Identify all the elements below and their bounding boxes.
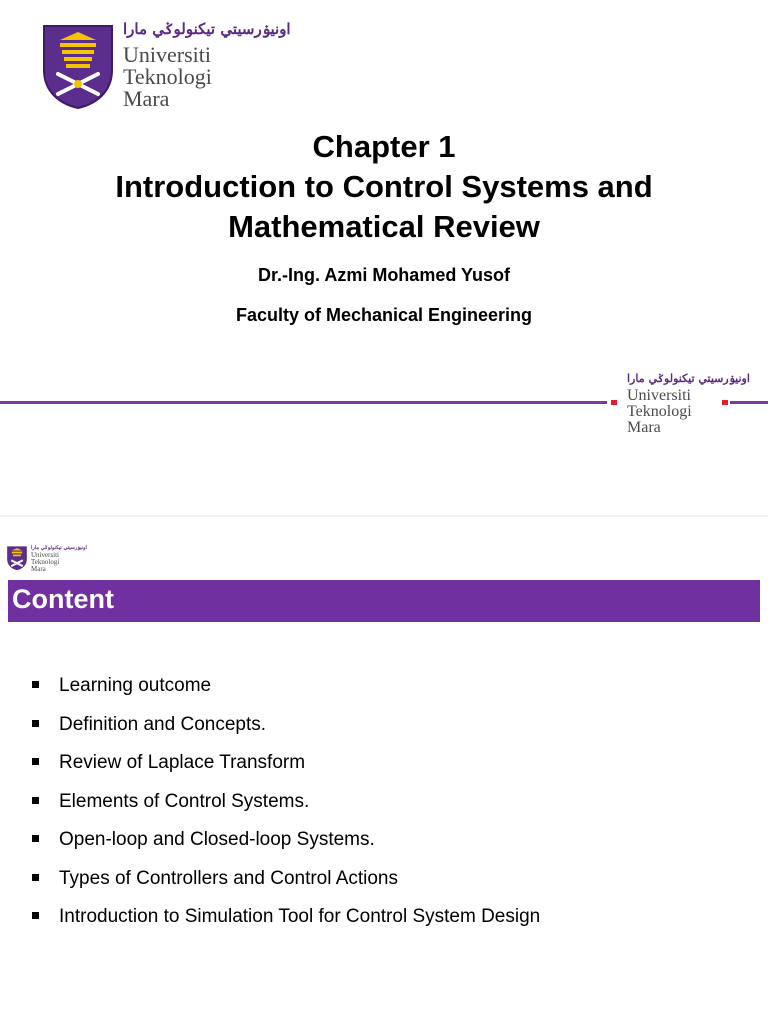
university-name-line: Teknologi bbox=[123, 64, 212, 89]
list-item-text: Review of Laplace Transform bbox=[59, 752, 306, 773]
slide-title-line: Introduction to Control Systems and bbox=[115, 169, 653, 204]
square-bullet-icon bbox=[32, 835, 39, 842]
list-item bbox=[0, 714, 540, 753]
square-bullet-icon bbox=[32, 797, 39, 804]
university-logo-text-tiny bbox=[31, 545, 91, 573]
list-item bbox=[0, 906, 540, 945]
list-item-text: Open-loop and Closed-loop Systems. bbox=[59, 829, 375, 850]
list-item-text: Definition and Concepts. bbox=[59, 713, 267, 735]
uitm-crest-icon bbox=[6, 545, 28, 571]
uitm-crest-icon bbox=[40, 22, 116, 110]
university-name-line: Teknologi bbox=[31, 558, 60, 566]
content-heading-bar bbox=[8, 580, 760, 622]
divider-line bbox=[0, 401, 607, 404]
university-name-line: Universiti bbox=[627, 387, 691, 404]
list-item-text: Elements of Control Systems. bbox=[59, 790, 310, 812]
university-name-line: Teknologi bbox=[627, 403, 692, 420]
list-item bbox=[0, 868, 540, 907]
university-name-line: Mara bbox=[31, 565, 46, 573]
content-list bbox=[0, 675, 540, 945]
divider-accent bbox=[611, 400, 617, 405]
university-name-line: Mara bbox=[123, 86, 170, 111]
university-name bbox=[627, 388, 747, 436]
list-item bbox=[0, 791, 540, 830]
university-name-line: Universiti bbox=[31, 551, 59, 559]
list-item-text: Introduction to Simulation Tool for Control System Design bbox=[59, 906, 541, 927]
university-name bbox=[123, 44, 263, 110]
faculty-name: Faculty of Mechanical Engineering bbox=[235, 305, 533, 325]
square-bullet-icon bbox=[32, 874, 39, 881]
university-jawi-name: اونيۏرسيتي تيکنولوݢي مارا bbox=[31, 545, 87, 551]
square-bullet-icon bbox=[32, 720, 39, 727]
list-item bbox=[0, 829, 540, 868]
list-item-text: Types of Controllers and Control Actions bbox=[59, 867, 399, 889]
slide-title-line: Mathematical Review bbox=[228, 209, 540, 244]
square-bullet-icon bbox=[32, 681, 39, 688]
university-jawi-name: اونيۏرسيتي تيکنولوݢي مارا bbox=[123, 20, 291, 38]
square-bullet-icon bbox=[32, 758, 39, 765]
content-heading: Content bbox=[12, 584, 114, 614]
university-logo-text bbox=[123, 20, 291, 111]
university-name-line: Mara bbox=[627, 419, 661, 436]
list-item-text: Learning outcome bbox=[59, 675, 212, 696]
slide-title-line: Chapter 1 bbox=[312, 129, 456, 164]
list-item bbox=[0, 675, 540, 714]
author-name: Dr.-Ing. Azmi Mohamed Yusof bbox=[257, 265, 511, 285]
content-slide bbox=[0, 517, 768, 1024]
university-logo-text-small bbox=[627, 372, 750, 436]
university-name bbox=[31, 552, 91, 573]
square-bullet-icon bbox=[32, 912, 39, 919]
university-name-line: Universiti bbox=[123, 42, 211, 67]
list-item bbox=[0, 752, 540, 791]
university-jawi-name: اونيۏرسيتي تيکنولوݢي مارا bbox=[627, 372, 750, 385]
